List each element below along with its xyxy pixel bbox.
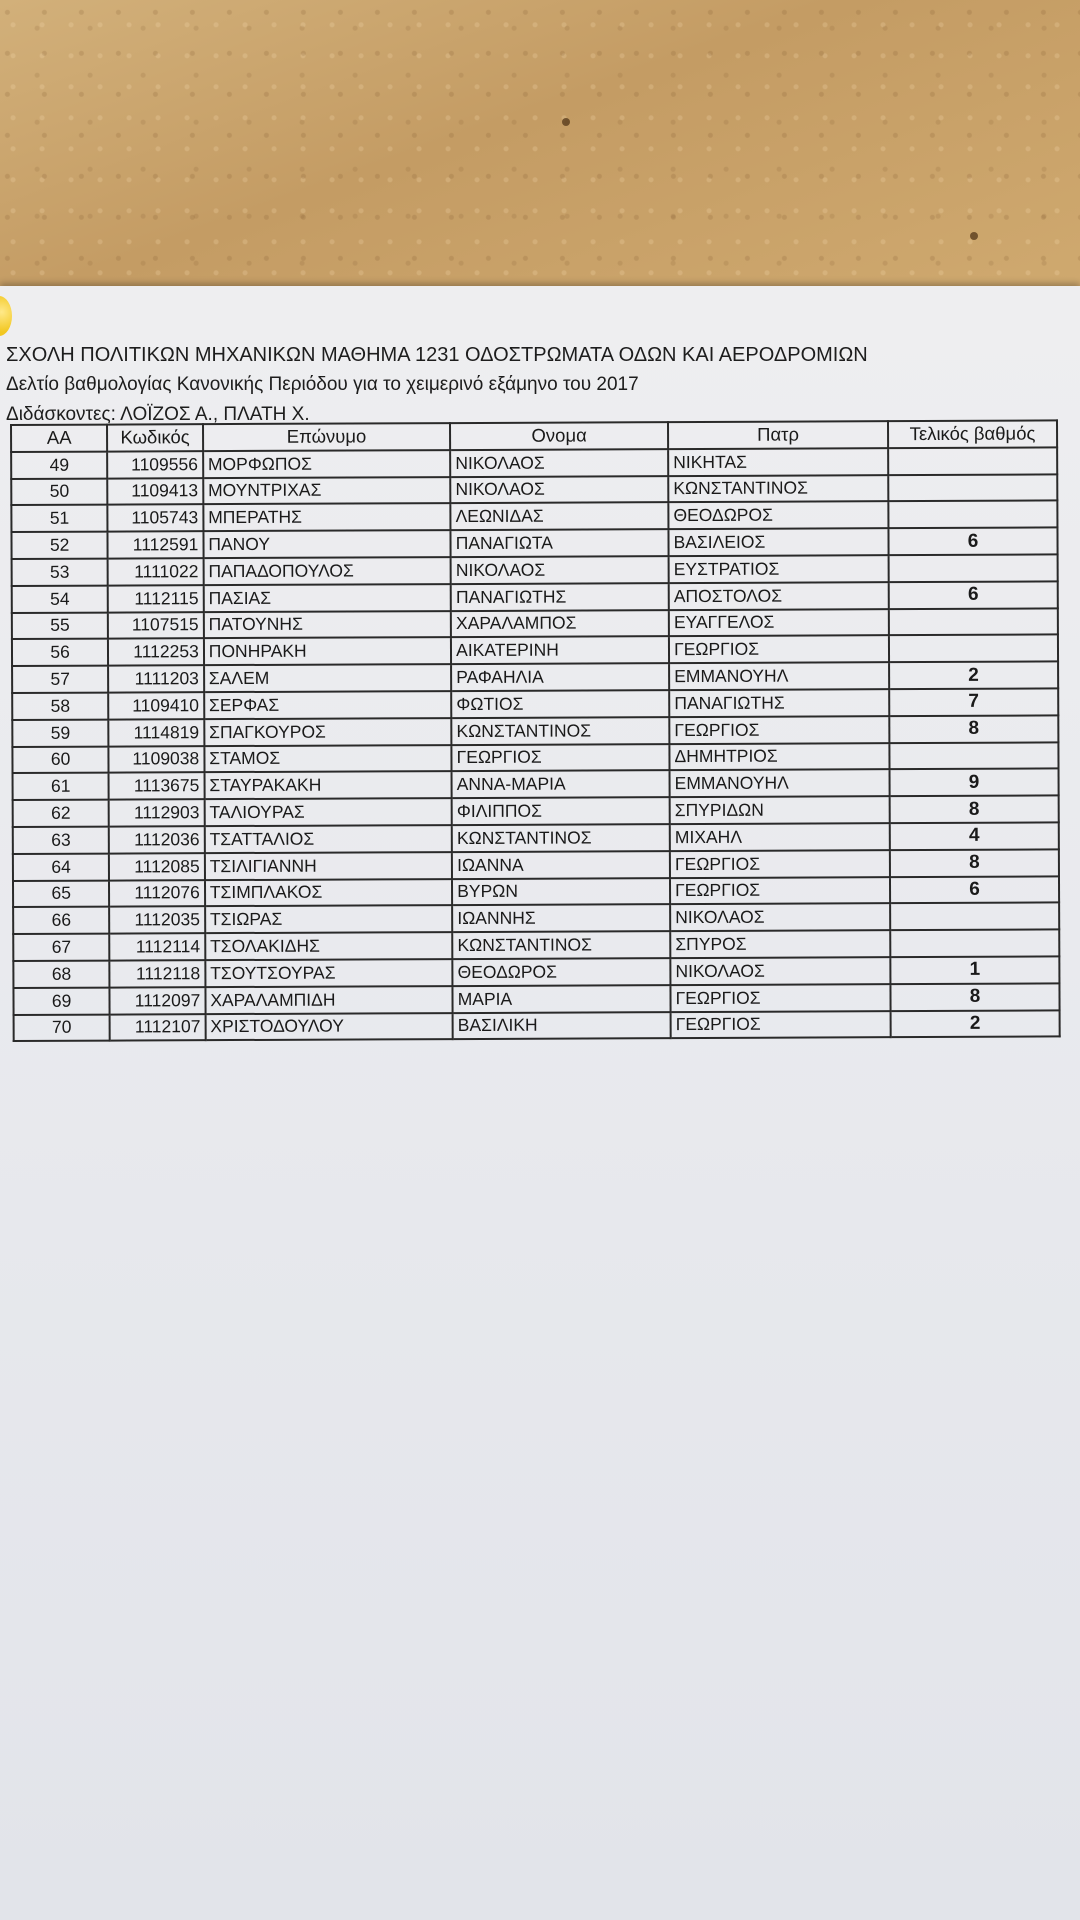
student-code: 1112036 [109,826,205,853]
final-grade: 6 [888,528,1057,556]
father-name: ΑΠΟΣΤΟΛΟΣ [669,582,889,610]
student-code: 1109410 [108,692,204,719]
table-row [14,1010,1060,1041]
father-name: ΕΥΑΓΓΕΛΟΣ [669,609,889,637]
final-grade: 2 [889,662,1058,690]
student-name: ΧΑΡΑΛΑΜΠΟΣ [451,610,669,638]
student-code: 1112115 [108,585,204,612]
row-aa: 54 [12,585,108,612]
final-grade: 4 [890,822,1059,850]
column-header-aa: ΑΑ [11,425,107,452]
student-code: 1107515 [108,612,204,639]
student-code: 1111022 [108,558,204,585]
student-name: ΛΕΩΝΙΔΑΣ [451,503,669,531]
student-code: 1112035 [109,906,205,933]
row-aa: 58 [12,693,108,720]
row-aa: 49 [11,451,107,478]
final-grade [889,608,1058,636]
final-grade [888,501,1057,529]
student-surname: ΜΠΕΡΑΤΗΣ [203,503,450,531]
student-surname: ΤΣΙΩΡΑΣ [205,905,452,933]
row-aa: 64 [13,853,109,880]
final-grade: 8 [890,983,1059,1011]
final-grade [888,447,1057,475]
student-code: 1114819 [109,719,205,746]
student-code: 1112114 [109,933,205,960]
father-name: ΓΕΩΡΓΙΟΣ [669,636,889,664]
father-name: ΕΥΣΤΡΑΤΙΟΣ [669,555,889,583]
corkboard-background [0,0,1080,290]
final-grade [888,474,1057,502]
father-name: ΝΙΚΗΤΑΣ [668,448,888,476]
column-header-final-grade: Τελικός βαθμός [888,420,1057,448]
student-surname: ΤΣΙΛΙΓΙΑΝΝΗ [205,852,452,880]
student-name: ΝΙΚΟΛΑΟΣ [450,476,668,504]
row-aa: 65 [13,880,109,907]
father-name: ΘΕΟΔΩΡΟΣ [668,502,888,530]
student-name: ΓΕΩΡΓΙΟΣ [452,744,670,772]
final-grade [889,554,1058,582]
student-name: ΚΩΝΣΤΑΝΤΙΝΟΣ [451,717,669,745]
row-aa: 70 [14,1014,110,1041]
final-grade [890,903,1059,931]
final-grade: 2 [890,1010,1059,1038]
father-name: ΕΜΜΑΝΟΥΗΛ [669,662,889,690]
father-name: ΓΕΩΡΓΙΟΣ [671,984,891,1012]
student-code: 1112118 [110,960,206,987]
school-course-title: ΣΧΟΛΗ ΠΟΛΙΤΙΚΩΝ ΜΗΧΑΝΙΚΩΝ ΜΑΘΗΜΑ 1231 ΟΔΟΣΤΡΩΜΑΤΑ ΟΔΩΝ ΚΑΙ ΑΕΡΟΔΡΟΜΙΩΝ [6,344,868,366]
student-surname: ΠΑΤΟΥΝΗΣ [204,611,451,639]
student-name: ΦΙΛΙΠΠΟΣ [452,797,670,825]
father-name: ΓΕΩΡΓΙΟΣ [670,850,890,878]
father-name: ΠΑΝΑΓΙΩΤΗΣ [669,689,889,717]
student-surname: ΣΑΛΕΜ [204,664,451,692]
final-grade: 6 [889,581,1058,609]
row-aa: 66 [13,907,109,934]
final-grade: 6 [890,876,1059,904]
column-header-code: Κωδικός [107,424,203,451]
final-grade [890,930,1059,958]
grade-sheet-subtitle: Δελτίο βαθμολογίας Κανονικής Περιόδου για το χειμερινό εξάμηνο του 2017 [6,374,639,395]
student-surname: ΜΟΥΝΤΡΙΧΑΣ [203,477,450,505]
student-name: ΑΝΝΑ-ΜΑΡΙΑ [452,770,670,798]
student-name: ΒΑΣΙΛΙΚΗ [453,1012,671,1040]
student-name: ΙΩΑΝΝΗΣ [452,904,670,932]
column-header-father: Πατρ [668,421,888,449]
student-surname: ΠΑΣΙΑΣ [203,584,450,612]
student-code: 1112591 [108,531,204,558]
student-name: ΜΑΡΙΑ [453,985,671,1013]
student-name: ΚΩΝΣΤΑΝΤΙΝΟΣ [452,931,670,959]
student-name: ΙΩΑΝΝΑ [452,851,670,879]
final-grade: 1 [890,956,1059,984]
student-surname: ΣΠΑΓΚΟΥΡΟΣ [204,718,451,746]
row-aa: 50 [11,478,107,505]
student-code: 1111203 [108,665,204,692]
father-name: ΜΙΧΑΗΛ [670,823,890,851]
student-name: ΝΙΚΟΛΑΟΣ [450,449,668,477]
row-aa: 59 [12,719,108,746]
student-code: 1112085 [109,853,205,880]
row-aa: 56 [12,639,108,666]
student-code: 1113675 [109,773,205,800]
student-name: ΠΑΝΑΓΙΩΤΗΣ [451,583,669,611]
row-aa: 57 [12,666,108,693]
pin-hole [970,232,978,240]
row-aa: 60 [12,746,108,773]
father-name: ΓΕΩΡΓΙΟΣ [671,1011,891,1039]
final-grade: 8 [890,796,1059,824]
final-grade: 8 [889,715,1058,743]
student-code: 1112076 [109,880,205,907]
student-code: 1112253 [108,639,204,666]
student-surname: ΤΣΟΛΑΚΙΔΗΣ [205,932,452,960]
final-grade [889,742,1058,770]
student-name: ΡΑΦΑΗΛΙΑ [451,663,669,691]
row-aa: 68 [13,961,109,988]
student-code: 1112903 [109,799,205,826]
student-surname: ΣΤΑΥΡΑΚΑΚΗ [204,771,451,799]
instructors-line: Διδάσκοντες: ΛΟΪΖΟΣ Α., ΠΛΑΤΗ Χ. [6,404,310,425]
student-surname: ΠΟΝΗΡΑΚΗ [204,637,451,665]
grades-table [10,419,1061,1042]
column-header-surname: Επώνυμο [203,423,450,451]
student-name: ΝΙΚΟΛΑΟΣ [451,556,669,584]
father-name: ΒΑΣΙΛΕΙΟΣ [669,528,889,556]
student-code: 1109556 [107,451,203,478]
student-surname: ΤΣΟΥΤΣΟΥΡΑΣ [205,959,452,987]
row-aa: 69 [13,987,109,1014]
student-name: ΚΩΝΣΤΑΝΤΙΝΟΣ [452,824,670,852]
final-grade [889,635,1058,663]
student-code: 1109038 [109,746,205,773]
student-name: ΑΙΚΑΤΕΡΙΝΗ [451,637,669,665]
row-aa: 61 [13,773,109,800]
row-aa: 53 [12,559,108,586]
student-name: ΘΕΟΔΩΡΟΣ [452,958,670,986]
father-name: ΓΕΩΡΓΙΟΣ [670,877,890,905]
row-aa: 51 [11,505,107,532]
student-surname: ΜΟΡΦΩΠΟΣ [203,450,450,478]
father-name: ΚΩΝΣΤΑΝΤΙΝΟΣ [668,475,888,503]
student-name: ΒΥΡΩΝ [452,878,670,906]
row-aa: 67 [13,934,109,961]
student-surname: ΣΤΑΜΟΣ [204,745,451,773]
father-name: ΣΠΥΡΟΣ [670,930,890,958]
student-surname: ΣΕΡΦΑΣ [204,691,451,719]
student-surname: ΠΑΝΟΥ [203,530,450,558]
father-name: ΓΕΩΡΓΙΟΣ [669,716,889,744]
final-grade: 9 [889,769,1058,797]
pin-hole [562,118,570,126]
student-surname: ΧΡΙΣΤΟΔΟΥΛΟΥ [205,1013,452,1041]
final-grade: 7 [889,688,1058,716]
student-surname: ΤΣΑΤΤΑΛΙΟΣ [205,825,452,853]
row-aa: 63 [13,827,109,854]
student-name: ΦΩΤΙΟΣ [451,690,669,718]
row-aa: 62 [13,800,109,827]
column-header-name: Ονομα [450,422,668,450]
row-aa: 55 [12,612,108,639]
student-surname: ΧΑΡΑΛΑΜΠΙΔΗ [205,986,452,1014]
student-code: 1112107 [110,1014,206,1041]
student-surname: ΤΣΙΜΠΛΑΚΟΣ [205,879,452,907]
student-surname: ΠΑΠΑΔΟΠΟΥΛΟΣ [203,557,450,585]
row-aa: 52 [11,532,107,559]
father-name: ΕΜΜΑΝΟΥΗΛ [670,770,890,798]
student-code: 1112097 [110,987,206,1014]
father-name: ΣΠΥΡΙΔΩΝ [670,796,890,824]
father-name: ΝΙΚΟΛΑΟΣ [670,957,890,985]
father-name: ΝΙΚΟΛΑΟΣ [670,904,890,932]
student-name: ΠΑΝΑΓΙΩΤΑ [451,529,669,557]
student-surname: ΤΑΛΙΟΥΡΑΣ [204,798,451,826]
father-name: ΔΗΜΗΤΡΙΟΣ [669,743,889,771]
student-code: 1105743 [108,505,204,532]
final-grade: 8 [890,849,1059,877]
student-code: 1109413 [107,478,203,505]
